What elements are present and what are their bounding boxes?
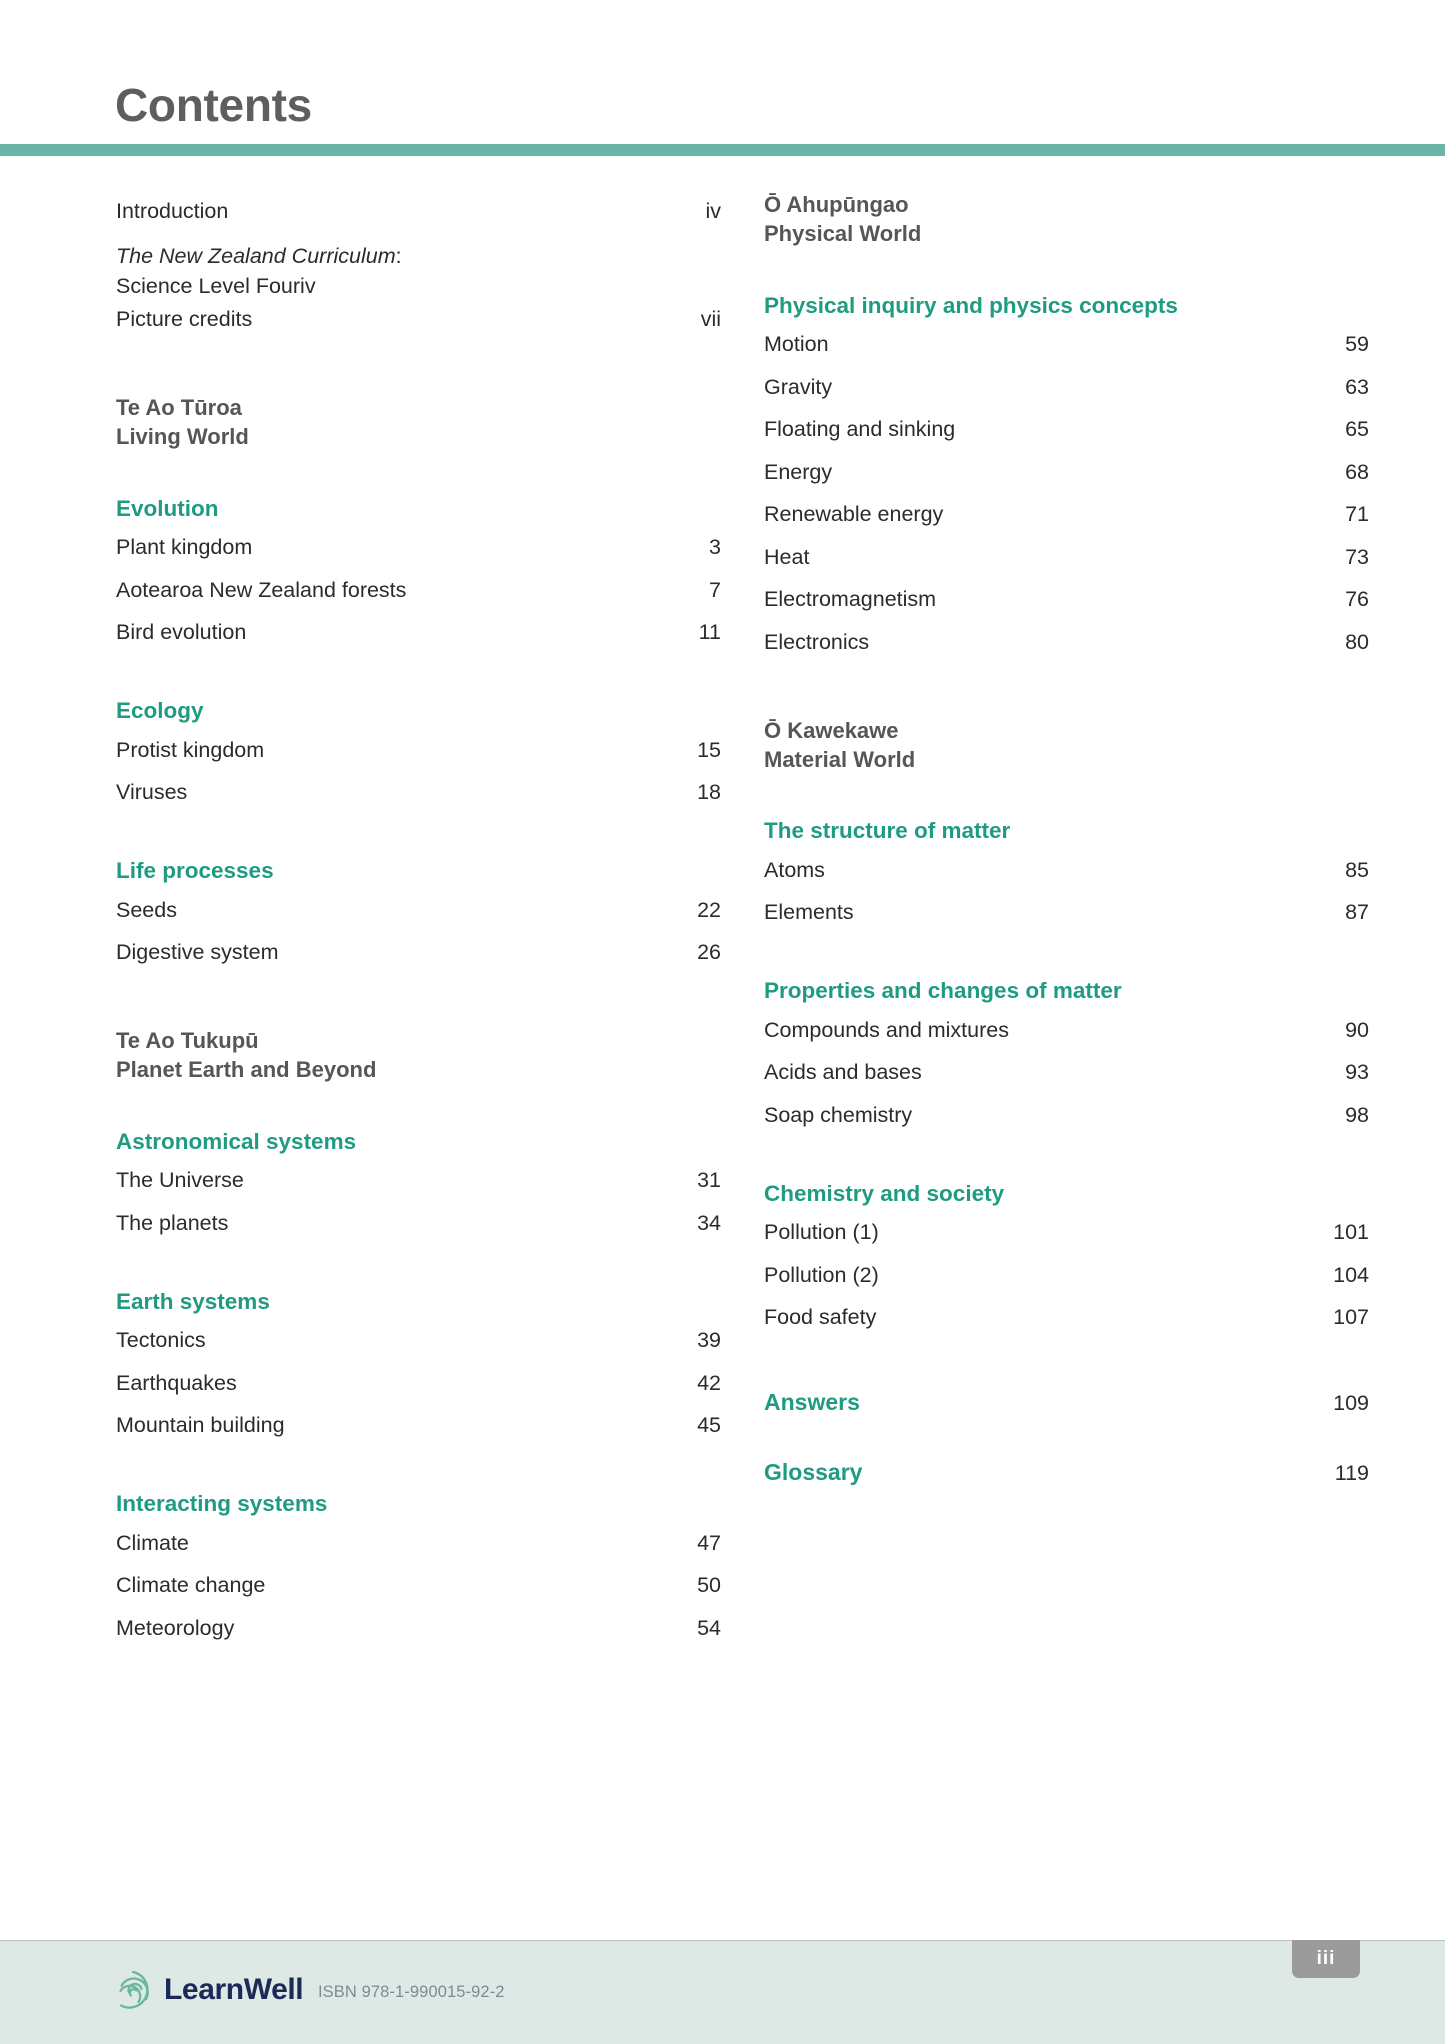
toc-entry-page: 54 <box>697 1615 721 1640</box>
dot-leader <box>253 638 662 639</box>
dot-leader <box>836 350 1310 351</box>
toc-entry[interactable] <box>764 1094 1369 1137</box>
toc-entry-label: Viruses <box>116 780 188 805</box>
toc-entry[interactable] <box>764 324 1369 367</box>
toc-entry[interactable] <box>764 849 1369 892</box>
strand-heading <box>764 716 1369 775</box>
toc-entry-label: Picture credits <box>116 307 253 332</box>
toc-entry-page: 15 <box>697 737 721 762</box>
dot-leader <box>919 1121 1310 1122</box>
toc-entry-label: Electronics <box>764 629 870 654</box>
page-number-badge: iii <box>1292 1940 1360 1978</box>
toc-entry-label: Electromagnetism <box>764 587 937 611</box>
dot-leader <box>867 1409 1310 1410</box>
strand-heading-english: Planet Earth and Beyond <box>116 1057 377 1083</box>
dot-leader <box>962 435 1310 436</box>
page-footer <box>0 1940 1445 2044</box>
dot-leader <box>1016 1036 1310 1037</box>
toc-entry[interactable] <box>764 451 1369 494</box>
topic-heading: Chemistry and society <box>764 1180 1005 1206</box>
learnwell-logo <box>112 1969 303 2011</box>
toc-entry[interactable] <box>116 299 721 342</box>
toc-entry-page: 119 <box>1334 1460 1369 1485</box>
toc-entry-page: 104 <box>1333 1262 1369 1287</box>
toc-entry-label: The planets <box>116 1210 229 1235</box>
toc-entry-label: Protist kingdom <box>116 737 265 762</box>
toc-entry-label: Climate <box>116 1530 189 1555</box>
toc-entry-page: 71 <box>1345 502 1369 526</box>
dot-leader <box>886 1281 1310 1282</box>
strand-heading-english: Material World <box>764 746 916 772</box>
toc-entry-label: Heat <box>764 544 810 569</box>
toc-entry-page: 7 <box>709 577 721 602</box>
toc-entry-page: 31 <box>697 1168 721 1193</box>
toc-entry-label: Motion <box>764 332 829 356</box>
toc-entry-glossary[interactable] <box>764 1451 1369 1495</box>
toc-entry-label: Energy <box>764 459 833 484</box>
toc-entry-label: Gravity <box>764 374 833 399</box>
toc-entry[interactable] <box>116 729 721 772</box>
strand-heading-english: Physical World <box>764 221 922 247</box>
dot-leader <box>184 916 662 917</box>
toc-entry-label: Digestive system <box>116 940 279 965</box>
toc-entry[interactable] <box>764 1212 1369 1255</box>
spiral-icon <box>112 1969 154 2011</box>
isbn-text: ISBN 978-1-990015-92-2 <box>318 1983 505 2001</box>
dot-leader <box>861 918 1310 919</box>
toc-entry-page: iv <box>705 198 721 223</box>
dot-leader <box>286 958 663 959</box>
toc-entry-page: 50 <box>697 1573 721 1598</box>
toc-entry-label: Glossary <box>764 1458 863 1485</box>
toc-entry-page: 11 <box>698 620 721 645</box>
toc-entry[interactable] <box>764 1009 1369 1052</box>
dot-leader <box>816 563 1310 564</box>
toc-entry-label: Renewable energy <box>764 502 944 526</box>
toc-entry-page: 42 <box>697 1370 721 1395</box>
toc-entry-label: Seeds <box>116 897 177 922</box>
toc-entry-label: Plant kingdom <box>116 535 253 560</box>
toc-entry-label: Floating and sinking <box>764 417 956 441</box>
page-header <box>0 0 1445 148</box>
contents-columns <box>0 190 1445 1650</box>
toc-entry[interactable] <box>116 527 721 570</box>
toc-entry-page: iv <box>300 273 316 298</box>
strand-heading-maori: Ō Kawekawe <box>764 717 899 743</box>
toc-entry-page: 26 <box>697 940 721 965</box>
toc-entry-page: 87 <box>1345 900 1369 924</box>
toc-entry[interactable] <box>116 1565 721 1608</box>
strand-heading <box>116 393 721 452</box>
toc-entry[interactable] <box>116 1405 721 1448</box>
toc-entry-label: Pollution (2) <box>764 1262 879 1287</box>
dot-leader <box>271 756 662 757</box>
toc-entry-label: Bird evolution <box>116 620 247 645</box>
strand-heading-english: Living World <box>116 424 249 450</box>
toc-entry[interactable] <box>764 621 1369 664</box>
toc-entry-page: 80 <box>1345 629 1369 654</box>
toc-entry-label: Pollution (1) <box>764 1220 879 1244</box>
toc-entry-label: Earthquakes <box>116 1370 237 1395</box>
dot-leader <box>950 520 1310 521</box>
toc-entry[interactable] <box>116 1607 721 1650</box>
dot-leader <box>235 217 662 218</box>
toc-entry[interactable] <box>116 1362 721 1405</box>
toc-entry[interactable] <box>116 569 721 612</box>
toc-entry-page: 63 <box>1345 374 1369 399</box>
topic-heading: Physical inquiry and physics concepts <box>764 292 1178 318</box>
toc-entry-label: Elements <box>764 900 854 924</box>
toc-entry[interactable] <box>116 1202 721 1245</box>
topic-heading: Evolution <box>116 495 219 521</box>
toc-entry-label: Soap chemistry <box>764 1102 913 1127</box>
toc-entry[interactable] <box>764 1254 1369 1297</box>
toc-entry-page: 98 <box>1345 1102 1369 1127</box>
dot-leader <box>241 1634 662 1635</box>
toc-entry-label: The Universe <box>116 1168 244 1193</box>
toc-entry-label: Acids and bases <box>764 1060 922 1084</box>
toc-entry[interactable] <box>764 892 1369 935</box>
toc-entry-label: Mountain building <box>116 1413 285 1438</box>
dot-leader <box>883 1323 1310 1324</box>
dot-leader <box>886 1238 1310 1239</box>
toc-entry-page: 47 <box>697 1530 721 1555</box>
toc-entry-page: 65 <box>1345 417 1369 441</box>
toc-entry-label: Aotearoa New Zealand forests <box>116 577 407 602</box>
dot-leader <box>272 1591 662 1592</box>
toc-entry-page: 68 <box>1345 459 1369 484</box>
dot-leader <box>235 1229 662 1230</box>
toc-entry-label: Meteorology <box>116 1615 235 1640</box>
dot-leader <box>839 478 1310 479</box>
toc-entry-label: Tectonics <box>116 1328 206 1353</box>
dot-leader <box>259 325 662 326</box>
dot-leader <box>213 1346 662 1347</box>
dot-leader <box>251 1186 662 1187</box>
strand-heading <box>764 190 1369 249</box>
strand-heading-maori: Te Ao Tukupū <box>116 1028 259 1054</box>
topic-heading: Properties and changes of matter <box>764 978 1122 1003</box>
dot-leader <box>194 798 662 799</box>
dot-leader <box>832 876 1310 877</box>
toc-entry-label: Atoms <box>764 857 825 882</box>
spacer <box>764 1339 1369 1381</box>
toc-entry-label: Food safety <box>764 1305 877 1329</box>
topic-heading: Earth systems <box>116 1288 270 1314</box>
strand-heading-maori: Ō Ahupūngao <box>764 192 909 217</box>
toc-entry[interactable] <box>116 772 721 815</box>
left-column <box>116 190 721 1650</box>
topic-heading: Interacting systems <box>116 1491 328 1517</box>
toc-entry-page: 22 <box>697 897 721 922</box>
topic-heading: Ecology <box>116 698 204 724</box>
toc-entry-page: 90 <box>1345 1017 1369 1042</box>
toc-entry[interactable] <box>116 190 721 233</box>
toc-entry-page: 107 <box>1333 1305 1369 1329</box>
dot-leader <box>876 648 1310 649</box>
toc-entry-label-line2: Science Level Four <box>116 273 301 298</box>
dot-leader <box>196 1549 662 1550</box>
toc-entry-page: 73 <box>1345 544 1369 569</box>
toc-entry-label: Introduction <box>116 198 229 223</box>
toc-entry[interactable] <box>116 889 721 932</box>
toc-entry-curriculum[interactable] <box>116 233 721 299</box>
toc-entry-label: Answers <box>764 1389 860 1415</box>
toc-entry-page: 39 <box>697 1328 721 1353</box>
toc-entry[interactable] <box>764 579 1369 622</box>
toc-entry[interactable] <box>764 409 1369 452</box>
toc-entry-page: 93 <box>1345 1060 1369 1084</box>
toc-entry[interactable] <box>764 1297 1369 1340</box>
toc-entry[interactable] <box>116 1522 721 1565</box>
page-title: Contents <box>115 79 312 131</box>
toc-entry-page: 85 <box>1345 857 1369 882</box>
toc-entry-page: 109 <box>1333 1391 1369 1415</box>
toc-entry[interactable] <box>116 1320 721 1363</box>
toc-entry-page: vii <box>700 307 721 332</box>
toc-entry[interactable] <box>116 932 721 975</box>
dot-leader <box>839 393 1310 394</box>
toc-entry-label: Compounds and mixtures <box>764 1017 1009 1042</box>
dot-leader <box>943 605 1310 606</box>
dot-leader <box>259 553 662 554</box>
dot-leader <box>244 1389 662 1390</box>
spacer <box>764 1425 1369 1451</box>
strand-heading-maori: Te Ao Tūroa <box>116 395 242 421</box>
toc-entry[interactable] <box>116 1160 721 1203</box>
toc-entry[interactable] <box>764 494 1369 537</box>
toc-entry[interactable] <box>764 366 1369 409</box>
toc-entry-page: 3 <box>709 535 721 560</box>
dot-leader <box>413 596 662 597</box>
toc-entry-page: 101 <box>1333 1220 1369 1244</box>
toc-entry-label-italic: The New Zealand Curriculum: <box>116 244 402 268</box>
toc-entry-label: Climate change <box>116 1573 266 1598</box>
dot-leader <box>292 1431 662 1432</box>
toc-entry[interactable] <box>764 1052 1369 1095</box>
toc-entry-page: 45 <box>697 1413 721 1438</box>
topic-heading: The structure of matter <box>764 818 1011 843</box>
right-column <box>764 190 1369 1650</box>
topic-heading: Life processes <box>116 858 274 884</box>
toc-entry[interactable] <box>764 536 1369 579</box>
toc-entry-answers[interactable] <box>764 1381 1369 1425</box>
toc-entry-page: 18 <box>697 780 721 805</box>
strand-heading <box>116 1026 721 1085</box>
toc-entry-page: 34 <box>697 1210 721 1235</box>
header-rule <box>0 144 1445 156</box>
learnwell-wordmark: LearnWell <box>164 1973 304 2006</box>
topic-heading: Astronomical systems <box>116 1128 357 1154</box>
toc-entry[interactable] <box>116 612 721 655</box>
dot-leader <box>869 1479 1310 1480</box>
dot-leader <box>929 1078 1310 1079</box>
toc-entry-page: 76 <box>1345 587 1369 611</box>
toc-entry-page: 59 <box>1345 332 1369 356</box>
